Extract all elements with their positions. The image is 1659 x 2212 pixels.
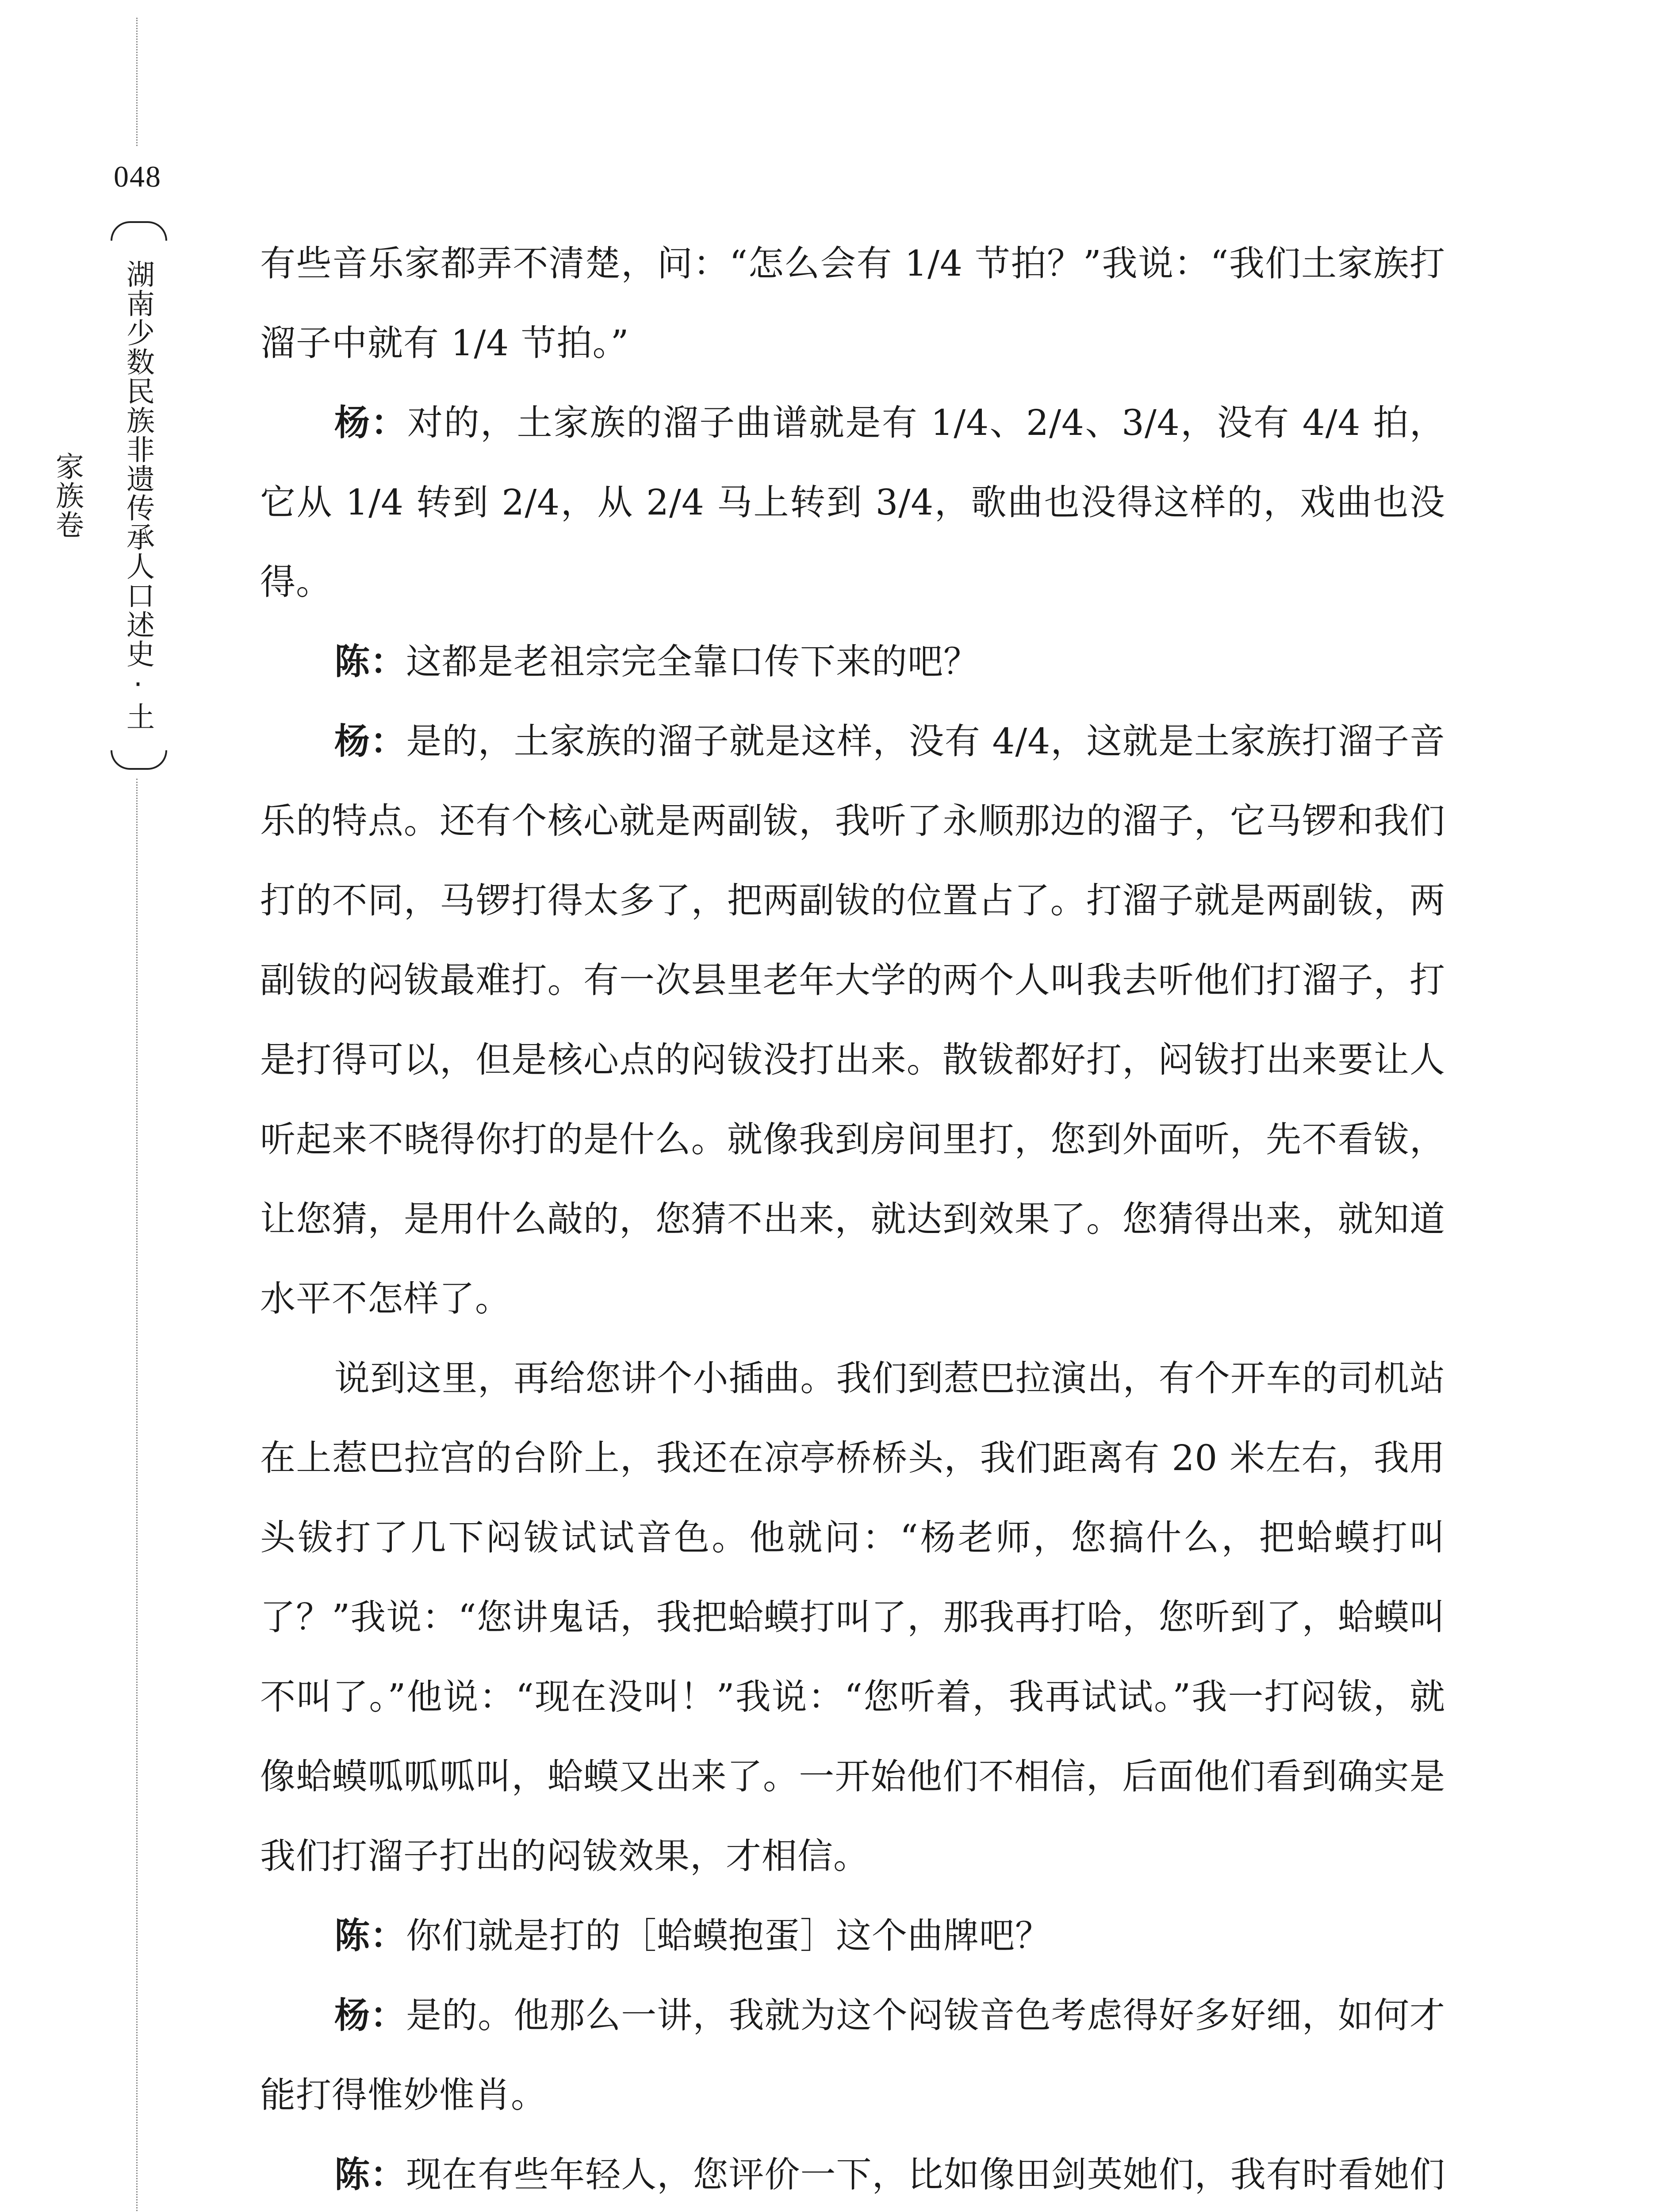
speaker-label: 杨：	[334, 1995, 406, 2036]
page-number: 048	[114, 160, 161, 193]
title-bracket-bottom	[111, 750, 167, 770]
paragraph-2	[260, 383, 1445, 622]
paragraph-text: 现在有些年轻人，您评价一下，比如像田剑英她们，我有时看她们	[406, 2154, 1446, 2195]
paragraph-text: 说到这里，再给您讲个小插曲。我们到惹巴拉演出，有个开车的司机站在上惹巴拉宫的台阶上，我还在凉亭桥桥头，我们距离有 20 米左右，我用头钹打了几下闷钹试试音色。他就问：“杨老师，您搞什么，把蛤蟆打叫了？”我说：“您讲鬼话，我把蛤蟆打叫了，那我再打哈，您听到了，蛤蟆叫不叫了。”他说：“现在没叫！”我说：“您听着，我再试试。”我一打闷钹，就像蛤蟆呱呱呱叫，蛤蟆又出来了。一开始他们不相信，后面他们看到确实是我们打溜子打出的闷钹效果，才相信。	[260, 1358, 1445, 1877]
margin-dotted-rule-bottom	[136, 779, 138, 2212]
speaker-label: 陈：	[334, 641, 406, 682]
paragraph-text: 对的，土家族的溜子曲谱就是有 1/4、2/4、3/4，没有 4/4 拍，它从 1/4 转到 2/4，从 2/4 马上转到 3/4，歌曲也没得这样的，戏曲也没得。	[260, 402, 1446, 603]
paragraph-4	[260, 702, 1445, 1339]
speaker-label: 陈：	[334, 2154, 406, 2195]
paragraph-text: 有些音乐家都弄不清楚，问：“怎么会有 1/4 节拍？”我说：“我们土家族打溜子中就有 1/4 节拍。”	[260, 243, 1445, 364]
paragraph-text: 是的，土家族的溜子就是这样，没有 4/4，这就是土家族打溜子音乐的特点。还有个核心就是两副钹，我听了永顺那边的溜子，它马锣和我们打的不同，马锣打得太多了，把两副钹的位置占了。打溜子就是两副钹，两副钹的闷钹最难打。有一次县里老年大学的两个人叫我去听他们打溜子，打是打得可以，但是核心点的闷钹没打出来。散钹都好打，闷钹打出来要让人听起来不晓得你打的是什么。就像我到房间里打，您到外面听，先不看钹，让您猜，是用什么敲的，您猜不出来，就达到效果了。您猜得出来，就知道水平不怎样了。	[260, 721, 1445, 1319]
body-text	[260, 224, 1445, 2212]
running-title	[51, 221, 173, 770]
paragraph-text: 你们就是打的［蛤蟆抱蛋］这个曲牌吧？	[406, 1915, 1051, 1956]
paragraph-text: 是的。他那么一讲，我就为这个闷钹音色考虑得好多好细，如何才能打得惟妙惟肖。	[260, 1995, 1446, 2116]
speaker-label: 陈：	[334, 1915, 406, 1956]
paragraph-8	[260, 2135, 1445, 2212]
margin-dotted-rule-top	[136, 18, 138, 146]
paragraph-5	[260, 1339, 1445, 1896]
paragraph-3	[260, 622, 1445, 702]
paragraph-text: 这都是老祖宗完全靠口传下来的吧？	[406, 641, 979, 682]
running-title-text: 湖南少数民族非遗传承人口述史·土家族卷	[51, 260, 154, 731]
paragraph-7	[260, 1976, 1445, 2135]
paragraph-1	[260, 224, 1445, 383]
speaker-label: 杨：	[334, 402, 408, 443]
paragraph-6	[260, 1896, 1445, 1976]
speaker-label: 杨：	[334, 721, 406, 762]
title-bracket-top	[111, 221, 167, 241]
